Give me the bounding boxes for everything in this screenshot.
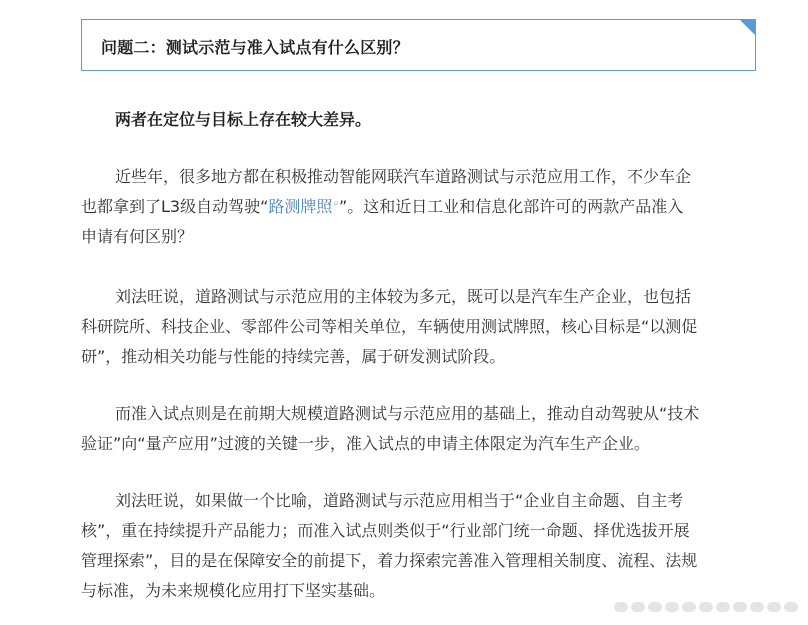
paragraph-line: 申请有何区别？ (81, 227, 194, 246)
paragraph-3 (81, 399, 761, 459)
paragraph-line: 近些年，很多地方都在积极推动智能网联汽车道路测试与示范应用工作，不少车企 (115, 167, 692, 186)
paragraph-line: 刘法旺说，道路测试与示范应用的主体较为多元，既可以是汽车生产企业，也包括 (115, 287, 692, 306)
paragraph-line: 科研院所、科技企业、零部件公司等相关单位，车辆使用测试牌照，核心目标是“以测促 (81, 317, 698, 336)
watermark-dot (648, 602, 662, 612)
watermark-dot (750, 602, 764, 612)
paragraph-line: 而准入试点则是在前期大规模道路测试与示范应用的基础上，推动自动驾驶从“技术 (115, 404, 700, 423)
paragraph-line-with-link (81, 192, 761, 222)
paragraph-1 (81, 162, 761, 252)
paragraph-line: 与标准，为未来规模化应用打下坚实基础。 (81, 581, 386, 600)
watermark-dot (784, 602, 798, 612)
corner-triangle-icon (739, 19, 756, 36)
paragraph-2 (81, 282, 761, 372)
paragraph-line: 也都拿到了L3级自动驾驶“ (81, 197, 269, 216)
watermark-dot (614, 602, 628, 612)
question-box (81, 19, 756, 71)
watermark-dot (733, 602, 747, 612)
lead-sentence: 两者在定位与目标上存在较大差异。 (115, 110, 372, 129)
search-icon[interactable]: ⌕ (333, 197, 340, 209)
watermark-dot (631, 602, 645, 612)
watermark-dot (665, 602, 679, 612)
paragraph-4 (81, 486, 761, 606)
watermark-dot (767, 602, 781, 612)
paragraph-line: 核”，重在持续提升产品能力；而准入试点则类似于“行业部门统一命题、择优选拔开展 (81, 521, 690, 540)
watermark (614, 602, 798, 612)
watermark-dot (682, 602, 696, 612)
link-road-test-plate[interactable]: 路测牌照 (268, 197, 333, 216)
question-title: 问题二：测试示范与准入试点有什么区别？ (101, 38, 409, 57)
paragraph-line: 刘法旺说，如果做一个比喻，道路测试与示范应用相当于“企业自主命题、自主考 (115, 491, 684, 510)
paragraph-line: ”。这和近日工业和信息化部许可的两款产品准入 (339, 197, 684, 216)
paragraph-line: 管理探索”，目的是在保障安全的前提下，着力探索完善准入管理相关制度、流程、法规 (81, 551, 698, 570)
paragraph-line: 验证”向“量产应用”过渡的关键一步，准入试点的申请主体限定为汽车生产企业。 (81, 434, 650, 453)
watermark-dot (699, 602, 713, 612)
paragraph-line: 研”，推动相关功能与性能的持续完善，属于研发测试阶段。 (81, 347, 506, 366)
watermark-dot (716, 602, 730, 612)
